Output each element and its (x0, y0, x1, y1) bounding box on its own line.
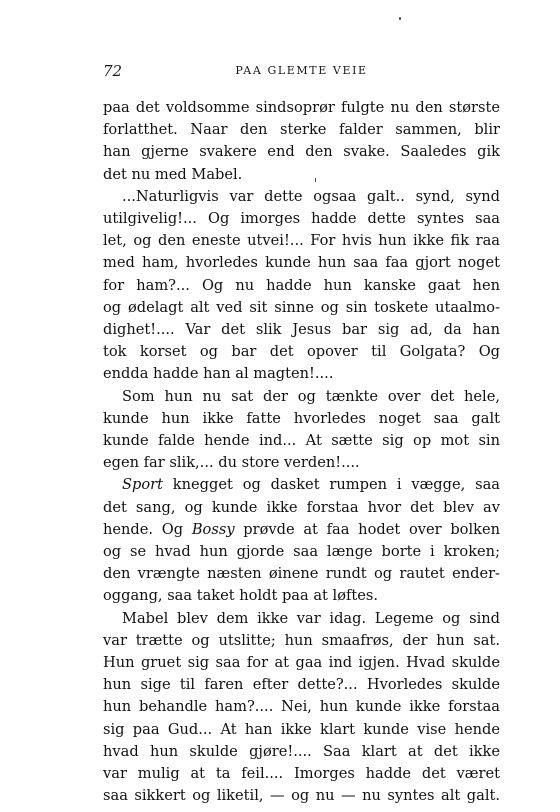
text-line: dighet!.... Var det slik Jesus bar sig ad, da han (103, 321, 500, 339)
text-line: egen far slik,... du store verden!.... (103, 454, 360, 472)
text-line: saa sikkert og liketil, — og nu — nu syntes alt galt. (103, 787, 500, 805)
text-run: knegget og dasket rumpen i vægge, saa (162, 476, 500, 494)
text-line: ...Naturligvis var dette ogsaa galt.. synd, synd (122, 187, 500, 205)
text-line: han gjerne svakere end den svake. Saaledes gik (103, 143, 500, 161)
text-line: let, og den eneste utvei!... For hvis hun ikke fik raa (103, 232, 500, 250)
text-line: hvad hun skulde gjøre!.... Saa klart at det ikke (103, 742, 500, 760)
text-line: hun sige til faren efter dette?... Hvorledes skulde (103, 676, 500, 694)
text-line: for ham?... Og nu hadde hun kanske gaat hen (103, 276, 500, 294)
text-line: var trætte og utslitte; hun smaafrøs, der hun sat. (103, 631, 500, 649)
text-line: paa det voldsomme sindsoprør fulgte nu den største (103, 99, 500, 116)
paper-speck (399, 17, 401, 20)
page-number: 72 (103, 62, 123, 80)
text-line (103, 474, 500, 496)
text-line: utilgivelig!... Og imorges hadde dette syntes saa (103, 210, 500, 228)
text-line: Hun gruet sig saa for at gaa ind igjen. Hvad skulde (103, 654, 500, 672)
text-line: kunde hun ikke fatte hvorledes noget saa galt (103, 409, 500, 427)
text-line: sig paa Gud... At han ikke klart kunde vise hende (103, 720, 500, 738)
running-title: PAA GLEMTE VEIE (235, 64, 368, 77)
text-line: Som hun nu sat der og tænkte over det hele, (122, 387, 500, 405)
text-line: Mabel blev dem ikke var idag. Legeme og sind (122, 609, 500, 627)
text-run: prøvde at faa hodet over bolken (234, 520, 500, 538)
text-line: forlatthet. Naar den sterke falder sammen, blir (103, 121, 500, 139)
page-header (103, 62, 500, 82)
text-line: den vrængte næsten øinene rundt og rautet ender- (103, 565, 500, 583)
text-line: var mulig at ta feil.... Imorges hadde det været (103, 765, 500, 783)
text-line: kunde falde hende ind... At sætte sig op mot sin (103, 432, 500, 450)
text-line: det nu med Mabel. (103, 165, 243, 183)
paper-speck (315, 178, 316, 182)
text-line: og ødelagt alt ved sit sinne og sin toskete utaalmo- (103, 298, 500, 316)
italic-name: Sport (122, 476, 163, 494)
text-line: endda hadde han al magten!.... (103, 365, 334, 383)
text-line: med ham, hvorledes kunde hun saa faa gjort noget (103, 254, 500, 272)
text-line (103, 519, 500, 541)
italic-name: Bossy (191, 520, 235, 538)
text-line: det sang, og kunde ikke forstaa hvor det blev av (103, 498, 500, 516)
body-text (103, 97, 500, 808)
text-line: og se hvad hun gjorde saa længe borte i kroken; (103, 543, 500, 561)
text-line: oggang, saa taket holdt paa at løftes. (103, 587, 379, 605)
text-run: hende. Og (103, 520, 192, 538)
text-line: tok korset og bar det opover til Golgata? Og (103, 343, 500, 361)
text-line: hun behandle ham?.... Nei, hun kunde ikke forstaa (103, 698, 500, 716)
